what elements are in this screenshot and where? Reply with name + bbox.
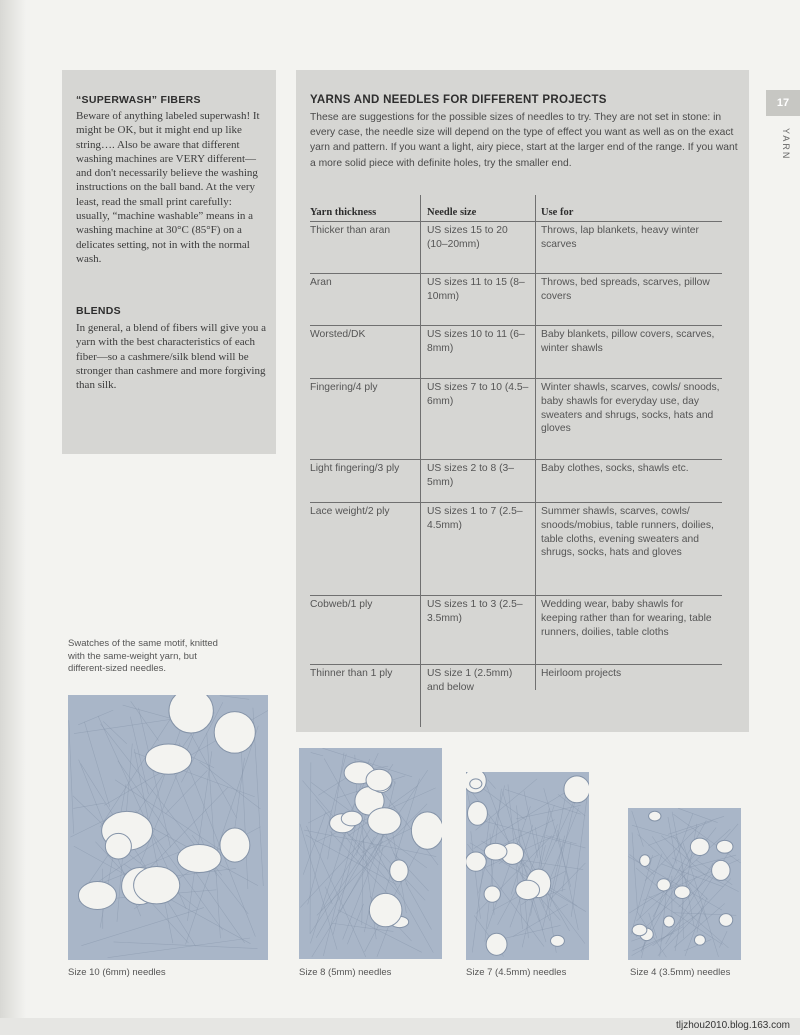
header-needle-size: Needle size — [427, 207, 477, 218]
row-rule — [310, 273, 722, 274]
table-cell-yarn: Lace weight/2 ply — [310, 506, 390, 517]
blends-heading: BLENDS — [76, 305, 121, 317]
table-cell-yarn: Cobweb/1 ply — [310, 599, 373, 610]
swatch-image-size-8 — [299, 748, 442, 959]
swatch-label: Size 8 (5mm) needles — [299, 967, 392, 978]
footer-bar — [0, 1018, 800, 1035]
table-title: YARNS AND NEEDLES FOR DIFFERENT PROJECTS — [310, 94, 607, 106]
table-intro: These are suggestions for the possible sizes of needles to try. They are not set in stone: in every case, the needle size will depend on the type of effect you want as well as on the exact yarn and pattern. If you want a light, airy piece, start at the larger end of the range. If you want a more solid piece with definite holes, try the smaller end. — [310, 112, 738, 169]
header-use-for: Use for — [541, 207, 574, 218]
swatch-label: Size 7 (4.5mm) needles — [466, 967, 567, 978]
table-cell-needle: US sizes 10 to 11 (6–8mm) — [427, 329, 525, 354]
table-cell-use: Throws, lap blankets, heavy winter scarves — [541, 225, 699, 250]
section-label: YARN — [781, 128, 791, 161]
row-rule — [310, 502, 722, 503]
table-cell-yarn: Worsted/DK — [310, 329, 366, 340]
swatches-caption: Swatches of the same motif, knitted with the same-weight yarn, but different-sized needles. — [68, 638, 218, 674]
table-cell-yarn: Fingering/4 ply — [310, 382, 378, 393]
blends-text: In general, a blend of fibers will give you a yarn with the best characteristics of each fiber—so a cashmere/silk blend will be stronger than cashmere and more forgiving than silk. — [76, 322, 266, 392]
page-number: 17 — [766, 90, 800, 116]
swatch-image-size-7 — [466, 772, 589, 960]
table-cell-needle: US sizes 1 to 3 (2.5–3.5mm) — [427, 599, 523, 624]
row-rule — [310, 378, 722, 379]
table-cell-use: Winter shawls, scarves, cowls/ snoods, baby shawls for everyday use, day sweaters and shrugs, socks, hats and gloves — [541, 382, 720, 435]
table-cell-yarn: Light fingering/3 ply — [310, 463, 400, 474]
tips-box — [62, 70, 276, 454]
column-divider — [420, 195, 421, 727]
table-cell-needle: US sizes 15 to 20 (10–20mm) — [427, 225, 508, 250]
row-rule — [310, 325, 722, 326]
table-cell-yarn: Thicker than aran — [310, 225, 391, 236]
table-cell-yarn: Thinner than 1 ply — [310, 668, 393, 679]
table-cell-needle: US sizes 11 to 15 (8–10mm) — [427, 277, 525, 302]
table-cell-yarn: Aran — [310, 277, 332, 288]
table-cell-needle: US size 1 (2.5mm) and below — [427, 668, 513, 693]
column-divider — [535, 195, 536, 690]
table-cell-use: Heirloom projects — [541, 668, 622, 679]
table-cell-use: Baby clothes, socks, shawls etc. — [541, 463, 689, 474]
superwash-text: Beware of anything labeled superwash! It might be OK, but it might end up like string…. Also be aware that different washing machines are VERY different—and don't necessarily believe the washing instructions on the ball band. At the very least, read the small print carefully: usually, “machine washable” means in a washing machine at 30°C (85°F) on a delicates setting, not in with the normal wash. — [76, 110, 260, 265]
row-rule — [310, 664, 722, 665]
table-cell-needle: US sizes 7 to 10 (4.5–6mm) — [427, 382, 529, 407]
page-gutter-shadow — [0, 0, 26, 1035]
table-cell-use: Baby blankets, pillow covers, scarves, winter shawls — [541, 329, 715, 354]
yarns-needles-box — [296, 70, 749, 732]
swatch-label: Size 10 (6mm) needles — [68, 967, 166, 978]
swatch-label: Size 4 (3.5mm) needles — [630, 967, 731, 978]
swatch-image-size-4 — [628, 808, 741, 960]
superwash-heading: “SUPERWASH” FIBERS — [76, 94, 201, 106]
swatch-image-size-10 — [68, 695, 268, 960]
table-cell-use: Summer shawls, scarves, cowls/ snoods/mobius, table runners, doilies, table cloths, evening sweaters and shrugs, socks, hats and gloves — [541, 506, 714, 559]
table-cell-use: Throws, bed spreads, scarves, pillow covers — [541, 277, 710, 302]
header-yarn-thickness: Yarn thickness — [310, 207, 377, 218]
table-cell-needle: US sizes 1 to 7 (2.5–4.5mm) — [427, 506, 523, 531]
header-rule — [310, 221, 722, 222]
watermark-text: tljzhou2010.blog.163.com — [676, 1020, 790, 1031]
row-rule — [310, 459, 722, 460]
row-rule — [310, 595, 722, 596]
yarn-needle-table — [310, 195, 722, 727]
table-cell-use: Wedding wear, baby shawls for keeping rather than for wearing, table runners, doilies, table cloths — [541, 599, 712, 638]
table-cell-needle: US sizes 2 to 8 (3–5mm) — [427, 463, 514, 488]
